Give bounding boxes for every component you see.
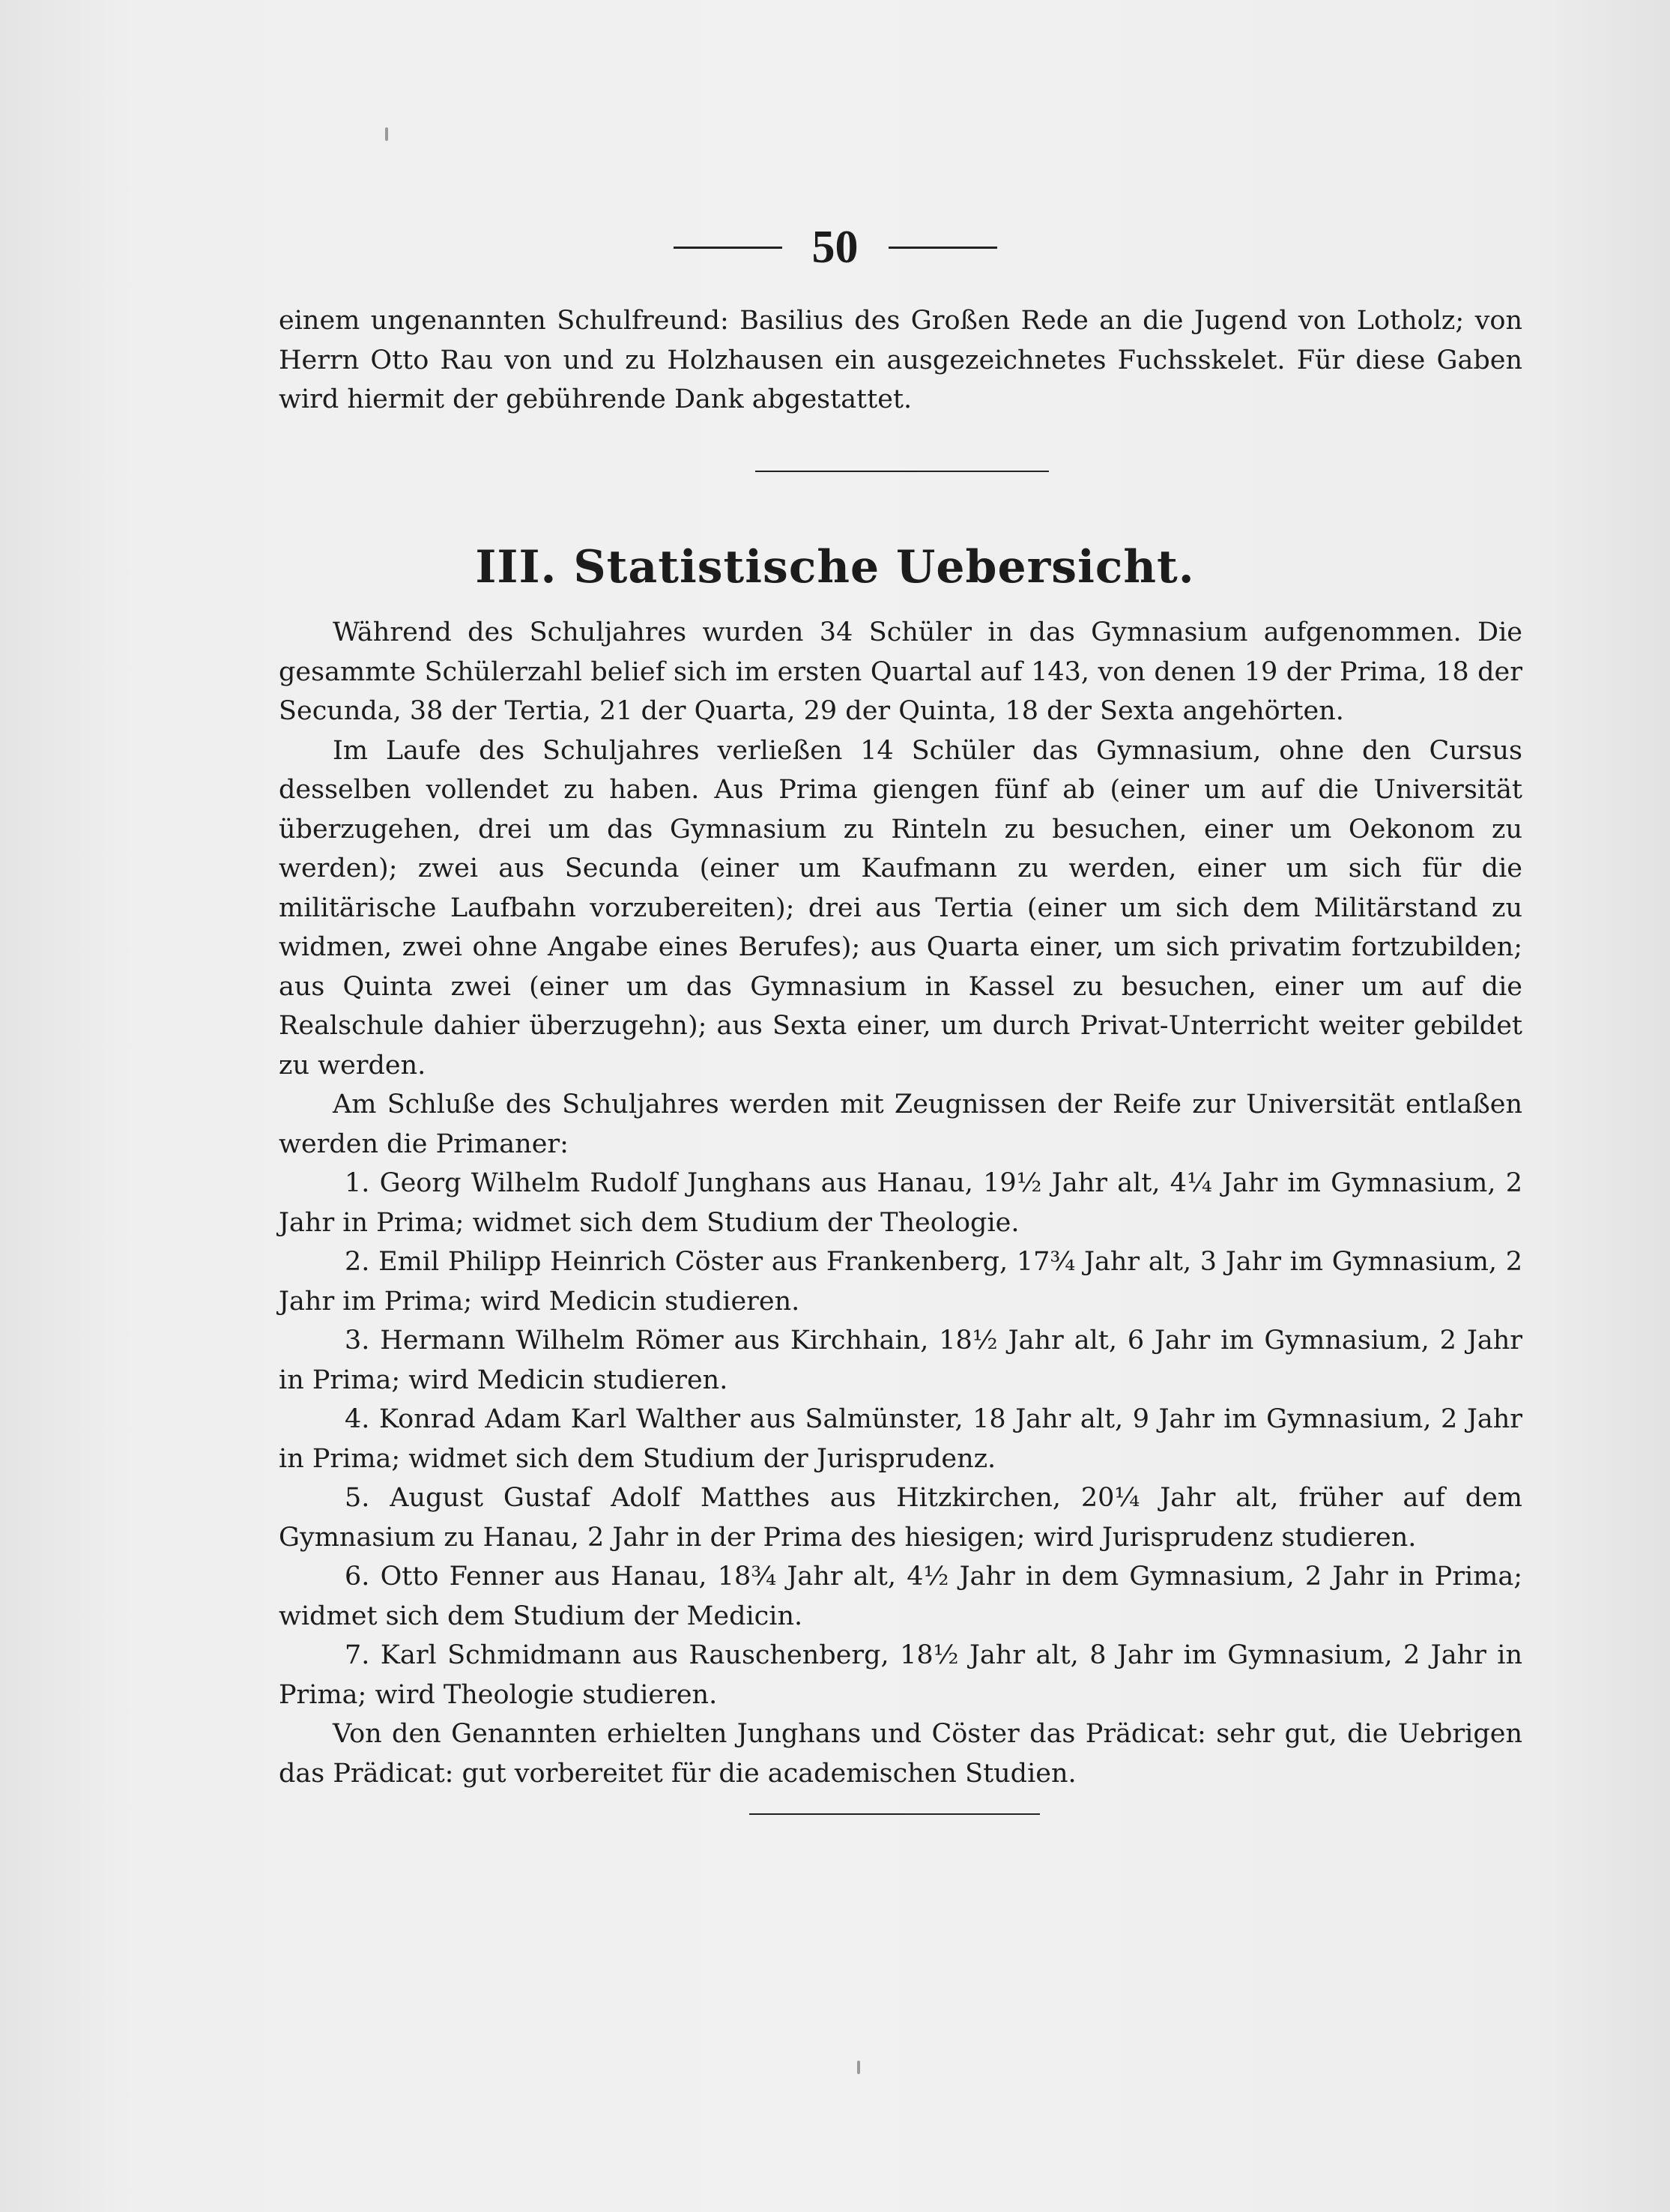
page-header bbox=[0, 217, 1670, 277]
section-divider-top bbox=[755, 471, 1049, 472]
paragraph-closing: Von den Genannten erhielten Junghans und Cöster das Prädicat: sehr gut, die Uebrigen das Prädicat: gut vorbereitet für die academischen Studien. bbox=[279, 1719, 1522, 1789]
graduate-item: 1. Georg Wilhelm Rudolf Junghans aus Hanau, 19½ Jahr alt, 4¼ Jahr im Gymnasium, 2 Jahr in Prima; widmet sich dem Studium der Theologie. bbox=[279, 1168, 1522, 1238]
paragraph-graduation-intro: Am Schluße des Schuljahres werden mit Zeugnissen der Reife zur Universität entlaßen werden die Primaner: bbox=[279, 1090, 1522, 1159]
scan-speck bbox=[385, 127, 388, 141]
graduate-item: 4. Konrad Adam Karl Walther aus Salmünster, 18 Jahr alt, 9 Jahr im Gymnasium, 2 Jahr in Prima; widmet sich dem Studium der Jurisprudenz. bbox=[279, 1404, 1522, 1474]
header-rule-right bbox=[889, 247, 997, 249]
section-divider-bottom bbox=[749, 1813, 1040, 1815]
paragraph-departures: Im Laufe des Schuljahres verließen 14 Schüler das Gymnasium, ohne den Cursus desselben vollendet zu haben. Aus Prima giengen fünf ab (einer um auf die Universität überzugehen, drei um das Gymnasium zu Rinteln zu besuchen, einer um Oekonom zu werden); zwei aus Secunda (einer um Kaufmann zu werden, einer um sich für die militärische Laufbahn vorzubereiten); drei aus Tertia (einer um sich dem Militärstand zu widmen, zwei ohne Angabe eines Berufes); aus Quarta einer, um sich privatim fortzubilden; aus Quinta zwei (einer um das Gymnasium in Kassel zu besuchen, einer um auf die Realschule dahier überzugehn); aus Sexta einer, um durch Privat-Unterricht weiter gebildet zu werden. bbox=[279, 735, 1522, 1081]
main-text bbox=[279, 613, 1522, 1793]
header-rule-left bbox=[674, 247, 782, 249]
graduate-item: 6. Otto Fenner aus Hanau, 18¾ Jahr alt, 4½ Jahr in dem Gymnasium, 2 Jahr in Prima; widmet sich dem Studium der Medicin. bbox=[279, 1562, 1522, 1631]
graduate-item: 7. Karl Schmidmann aus Rauschenberg, 18½ Jahr alt, 8 Jahr im Gymnasium, 2 Jahr in Prima; wird Theologie studieren. bbox=[279, 1640, 1522, 1710]
graduate-item: 5. August Gustaf Adolf Matthes aus Hitzkirchen, 20¼ Jahr alt, früher auf dem Gymnasium zu Hanau, 2 Jahr in der Prima des hiesigen; wird Jurisprudenz studieren. bbox=[279, 1483, 1522, 1553]
section-title: III. Statistische Uebersicht. bbox=[475, 541, 1195, 593]
scan-speck bbox=[857, 2061, 860, 2074]
graduate-item: 3. Hermann Wilhelm Römer aus Kirchhain, 18½ Jahr alt, 6 Jahr im Gymnasium, 2 Jahr in Prima; wird Medicin studieren. bbox=[279, 1326, 1522, 1395]
paragraph-enrollment: Während des Schuljahres wurden 34 Schüler in das Gymnasium aufgenommen. Die gesammte Schülerzahl belief sich im ersten Quartal auf 143, von denen 19 der Prima, 18 der Secunda, 38 der Tertia, 21 der Quarta, 29 der Quinta, 18 der Sexta angehörten. bbox=[279, 617, 1522, 726]
page-number: 50 bbox=[811, 221, 859, 273]
intro-paragraph: einem ungenannten Schulfreund: Basilius des Großen Rede an die Jugend von Lotholz; von Herrn Otto Rau von und zu Holzhausen ein ausgezeichnetes Fuchsskelet. Für diese Gaben wird hiermit der gebührende Dank abgestattet. bbox=[279, 306, 1522, 414]
graduate-item: 2. Emil Philipp Heinrich Cöster aus Frankenberg, 17¾ Jahr alt, 3 Jahr im Gymnasium, 2 Jahr im Prima; wird Medicin studieren. bbox=[279, 1247, 1522, 1317]
intro-block bbox=[279, 301, 1522, 420]
